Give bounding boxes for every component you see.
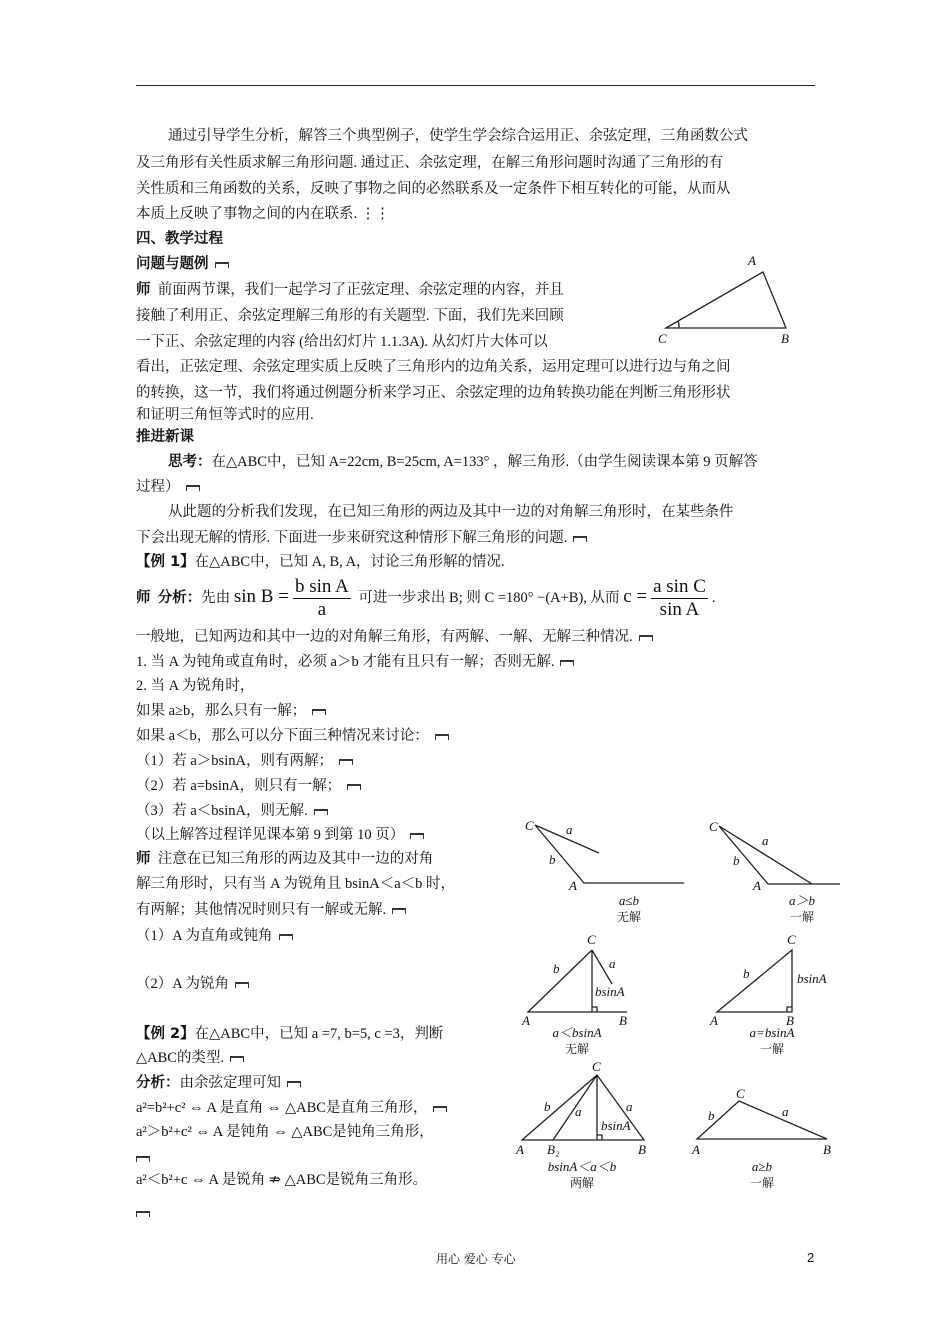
- text: 有两解；其他情况时则只有一解或无解.: [136, 902, 387, 918]
- label: b: [549, 852, 556, 867]
- label: C: [787, 932, 796, 947]
- figure-case-acute-one-solution: [691, 1086, 831, 1190]
- teacher-label: 师: [136, 282, 151, 298]
- text: 先由: [201, 590, 231, 606]
- intro-line: 本质上反映了事物之间的内在联系. ⋮⋮: [136, 206, 390, 222]
- analysis-label: 分析：: [157, 590, 202, 606]
- text: 如果 a＜b，那么可以分下面三种情况来讨论：: [136, 728, 429, 744]
- teacher-label: 师: [136, 590, 151, 606]
- triangle: [666, 272, 786, 328]
- label: C: [736, 1086, 745, 1101]
- condition: a≤b: [618, 893, 640, 908]
- text: 可进一步求出 B; 则 C =180° −(A+B), 从而: [358, 590, 620, 606]
- figure-case-acute-one-right: [709, 932, 827, 1056]
- label: B: [786, 1013, 794, 1028]
- label: a: [575, 1104, 582, 1119]
- label: a: [626, 1099, 633, 1114]
- vertex-label: A: [748, 253, 756, 268]
- example-label: 【例 1】: [136, 554, 195, 570]
- formula-lhs: c =: [623, 586, 648, 607]
- text: 下会出现无解的情形. 下面进一步来研究这种情形下解三角形的问题.: [136, 530, 568, 546]
- text-line: 2. 当 A 为锐角时，: [136, 678, 255, 694]
- text: （2）若 a=bsinA，则只有一解；: [136, 778, 342, 794]
- label: a: [782, 1104, 789, 1119]
- label: A: [522, 1013, 530, 1028]
- figure-case-obtuse-one-solution: [709, 819, 840, 924]
- condition: bsinA＜a＜b: [547, 1159, 617, 1174]
- vertex-label: B: [781, 331, 789, 346]
- label: C: [587, 932, 596, 947]
- label: A: [569, 878, 577, 893]
- lower-figures: [515, 818, 840, 1190]
- result: 无解: [616, 910, 642, 924]
- para1-line: 接触了利用正、余弦定理解三角形的有关题型. 下面，我们先来回顾: [136, 308, 564, 324]
- diagram-lines: [717, 950, 792, 1012]
- text: （3）若 a＜bsinA，则无解.: [136, 803, 308, 819]
- label: b: [708, 1108, 715, 1123]
- text: （以上解答过程详见课本第 9 到第 10 页）: [136, 827, 405, 843]
- diagram-lines: [535, 825, 684, 883]
- text: 1. 当 A 为钝角或直角时，必须 a＞b 才能有且只有一解；否则无解.: [136, 654, 555, 670]
- vertex-label: C: [658, 331, 667, 346]
- text: .: [711, 590, 716, 606]
- figure-case-acute-no-solution: [521, 932, 627, 1056]
- result: 一解: [749, 1176, 775, 1190]
- label: a: [762, 833, 769, 848]
- label: B₂: [547, 1142, 560, 1157]
- figure-triangle-abc: [658, 253, 789, 346]
- label: b: [743, 966, 750, 981]
- text: 在△ABC中，已知 A=22cm, B=25cm, A=133° ，解三角形.（由学生阅读课本第 9 页解答: [211, 454, 758, 470]
- label: C: [709, 819, 718, 834]
- teacher-label: 师: [136, 851, 151, 867]
- footer-text: 用心 爱心 专心: [436, 1252, 516, 1266]
- label: b: [544, 1099, 551, 1114]
- formula-lhs: sin B =: [233, 586, 289, 607]
- label: a: [566, 822, 573, 837]
- subheading-text: 问题与题例: [136, 256, 209, 272]
- text: 由余弦定理可知: [179, 1075, 281, 1091]
- condition: a≥b: [751, 1159, 773, 1174]
- text: （1）A 为直角或钝角: [136, 928, 273, 944]
- result: 无解: [564, 1042, 590, 1056]
- text: a²=b²+c² ⇔ A 是直角 ⇔ △ABC是直角三角形，: [136, 1100, 428, 1116]
- label: a: [609, 956, 616, 971]
- text: △ABC的类型.: [136, 1050, 225, 1066]
- condition: a＞b: [788, 893, 816, 908]
- condition: a=bsinA: [749, 1025, 795, 1040]
- para1-line: 和证明三角恒等式时的应用.: [136, 407, 314, 423]
- condition-line: a²＞b²+c² ⇔ A 是钝角 ⇔ △ABC是钝角三角形，: [136, 1124, 434, 1140]
- intro-line: 通过引导学生分析，解答三个典型例子，使学生学会综合运用正、余弦定理，三角函数公式: [168, 128, 748, 144]
- label: bsinA: [601, 1118, 631, 1133]
- example-label: 【例 2】: [136, 1026, 195, 1042]
- text: 前面两节课，我们一起学习了正弦定理、余弦定理的内容，并且: [157, 282, 564, 298]
- figure-case-two-solutions: [515, 1059, 646, 1190]
- label: A: [692, 1142, 700, 1157]
- page-number: 2: [807, 1250, 815, 1265]
- label: b: [733, 853, 740, 868]
- label: A: [753, 878, 761, 893]
- numerator: b sin A: [294, 576, 349, 598]
- numerator: a sin C: [653, 576, 706, 598]
- result: 两解: [569, 1176, 595, 1190]
- label: A: [710, 1013, 718, 1028]
- label: C: [592, 1059, 601, 1074]
- angle-arc: [678, 321, 679, 328]
- subheading-new-lesson: 推进新课: [136, 429, 194, 445]
- text: （2）A 为锐角: [136, 976, 230, 992]
- analysis-label: 分析：: [136, 1075, 180, 1091]
- result: 一解: [759, 1042, 785, 1056]
- label: C: [525, 818, 534, 833]
- para1-line: 的转换，这一节，我们将通过例题分析来学习正、余弦定理的边角转换功能在判断三角形形状: [136, 385, 731, 401]
- condition-line: a²＜b²+c ⇔ A 是锐角 ⇏ △ABC是锐角三角形。: [136, 1172, 428, 1188]
- denominator: a: [317, 599, 327, 621]
- intro-line: 及三角形有关性质求解三角形问题. 通过正、余弦定理，在解三角形问题时沟通了三角形的有: [136, 155, 724, 171]
- text: 注意在已知三角形的两边及其中一边的对角: [157, 851, 434, 867]
- think-label: 思考：: [168, 454, 212, 470]
- figure-case-obtuse-no-solution: [525, 818, 684, 924]
- label: B: [619, 1013, 627, 1028]
- label: B: [638, 1142, 646, 1157]
- text: 过程）: [136, 479, 180, 495]
- denominator: sin A: [659, 599, 700, 621]
- condition: a＜bsinA: [552, 1025, 602, 1040]
- text: （1）若 a＞bsinA，则有两解；: [136, 753, 333, 769]
- label: A: [516, 1142, 524, 1157]
- text: 在△ABC中，已知 A, B, A，讨论三角形解的情况.: [194, 554, 505, 570]
- label: bsinA: [797, 971, 827, 986]
- label: B: [823, 1142, 831, 1157]
- para1-line: 看出，正弦定理、余弦定理实质上反映了三角形内的边角关系，运用定理可以进行边与角之间: [136, 359, 731, 375]
- text: 一般地，已知两边和其中一边的对角解三角形，有两解、一解、无解三种情况.: [136, 629, 633, 645]
- label: bsinA: [595, 984, 625, 999]
- note-line: 解三角形时，只有当 A 为锐角且 bsinA＜a＜b 时，: [136, 876, 455, 892]
- section-title: 四、教学过程: [136, 231, 223, 247]
- para1-line: 一下正、余弦定理的内容 (给出幻灯片 1.1.3A). 从幻灯片大体可以: [136, 334, 548, 350]
- para2-line: 从此题的分析我们发现，在已知三角形的两边及其中一边的对角解三角形时，在某些条件: [168, 504, 734, 520]
- text: 如果 a≥b，那么只有一解；: [136, 703, 307, 719]
- intro-line: 关性质和三角函数的关系，反映了事物之间的必然联系及一定条件下相互转化的可能，从而从: [136, 181, 731, 197]
- result: 一解: [789, 910, 815, 924]
- label: b: [553, 961, 560, 976]
- text: 在△ABC中，已知 a =7, b=5, c =3，判断: [194, 1026, 444, 1042]
- diagram-lines: [697, 1101, 827, 1139]
